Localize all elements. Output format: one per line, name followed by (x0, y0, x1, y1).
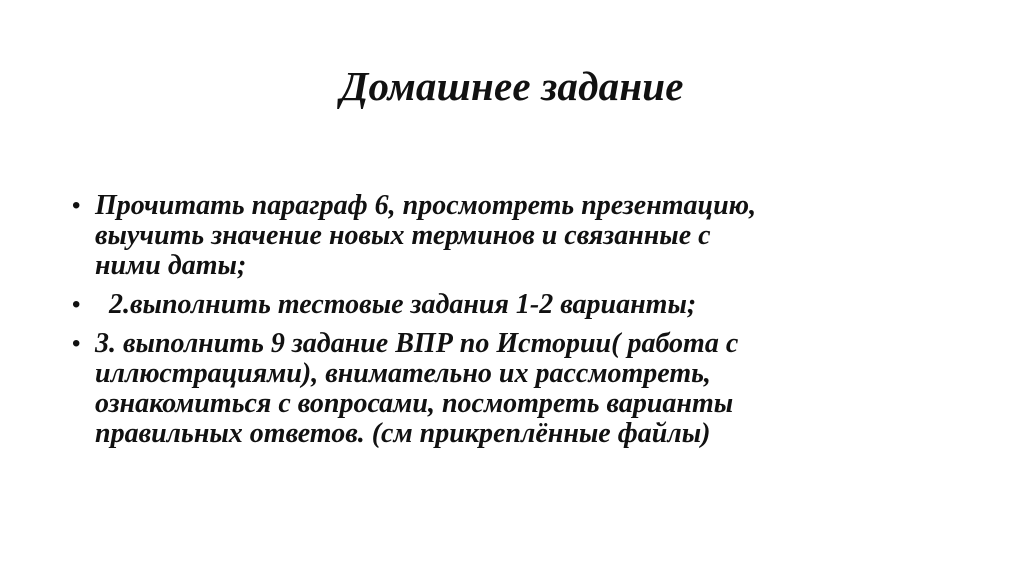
bullet-icon: • (72, 192, 81, 219)
homework-list (72, 191, 952, 458)
list-item-line: 3. выполнить 9 задание ВПР по Истории( работа с (95, 328, 739, 359)
list-item-line: иллюстрациями), внимательно их рассмотреть, (95, 358, 711, 389)
bullet-icon: • (72, 291, 81, 318)
slide-title: Домашнее задание (340, 63, 684, 109)
list-item-line: правильных ответов. (см прикреплённые файлы) (95, 418, 711, 449)
bullet-icon: • (72, 330, 81, 357)
list-item-line: ознакомиться с вопросами, посмотреть варианты (95, 388, 734, 419)
list-item-line: 2.выполнить тестовые задания 1-2 варианты; (95, 289, 697, 320)
list-item-line: Прочитать параграф 6, просмотреть презентацию, (95, 190, 757, 221)
list-item-line: выучить значение новых терминов и связанные с (95, 220, 711, 251)
list-item (72, 329, 952, 449)
list-item (72, 191, 952, 281)
list-item-line: ними даты; (95, 250, 247, 281)
list-item (72, 290, 952, 320)
